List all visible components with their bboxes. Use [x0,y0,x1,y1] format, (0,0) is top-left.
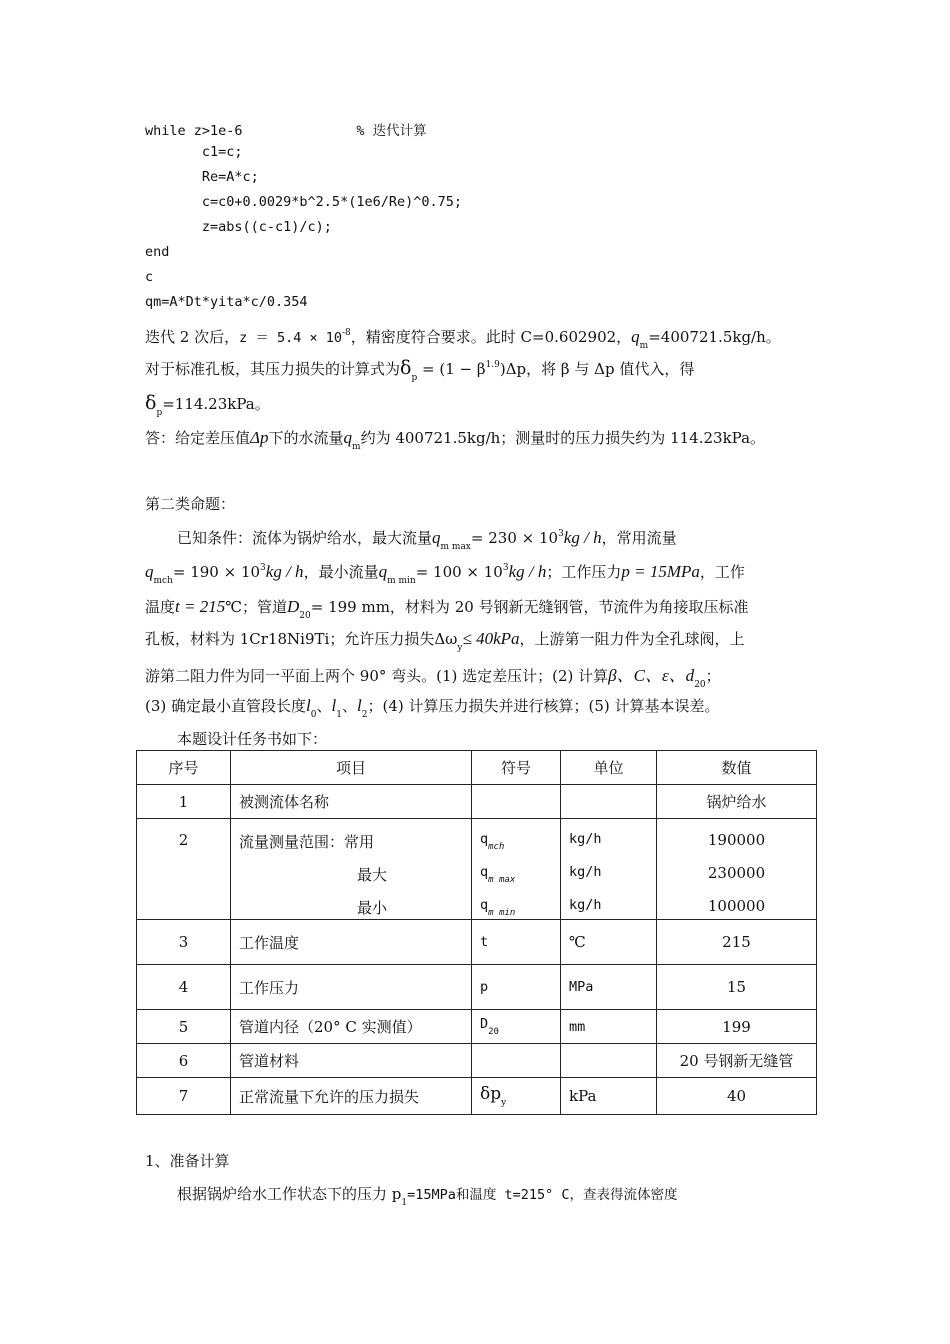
code-line: Re=A*c; [145,169,259,185]
pressure-loss-value: $\delta_p=114.23kPa$。 [145,392,270,418]
table-row: 4 工作压力 p MPa 15 [137,965,817,1010]
code-line: while z>1e-6 % 迭代计算 [145,123,427,139]
table-row: 2 流量测量范围：常用 最大 最小 $q_{mch}$ $q_{m max}$ $q_{m min}$ kg/h kg/h kg/h 190000 230000 100000 [137,819,817,920]
header-cell: 数值 [657,751,817,785]
problem-line: 已知条件：流体为锅炉给水，最大流量$q_{m max}= 230 \times 10^3kg / h$，常用流量 [177,528,677,552]
section-title: 1、准备计算 [145,1152,230,1170]
header-cell: 符号 [472,751,561,785]
body-line: 根据锅炉给水工作状态下的压力 $p_1=15MPa$和温度 t=215° C，查表得流体密度 [177,1185,678,1208]
problem-line: $q_{mch}= 190 \times 10^3kg / h$，最小流量$q_{m min}= 100 \times 10^3kg / h$；工作压力p = 15MPa，工作 [145,562,745,586]
table-row: 5 管道内径（20° C 实测值） $D_{20}$ mm 199 [137,1010,817,1044]
design-spec-table [136,750,817,1115]
table-caption: 本题设计任务书如下： [177,730,328,748]
table-row: 7 正常流量下允许的压力损失 $\delta p_y$ kPa 40 [137,1078,817,1115]
code-line: c1=c; [145,144,243,160]
code-line: c=c0+0.0029*b^2.5*(1e6/Re)^0.75; [145,194,462,210]
table-header-row [137,751,817,785]
table-row: 1 被测流体名称 锅炉给水 [137,785,817,819]
code-line: qm=A*Dt*yita*c/0.354 [145,294,308,310]
header-cell: 单位 [561,751,657,785]
pressure-loss-formula: 对于标准孔板，其压力损失的计算式为$\delta_p = (1 - \beta^{1.9})\Delta p$，将 β 与 Δp 值代入，得 [145,357,695,383]
problem-line: 游第二阻力件为同一平面上两个 90° 弯头。(1) 选定差压计；(2) 计算β、C、ε、$d_{20}$； [145,666,721,690]
problem-line: 孔板，材料为 1Cr18Ni9Ti；允许压力损失$\Delta\omega_y\le 40kPa$，上游第一阻力件为全孔球阀，上 [145,629,745,653]
table-row: 6 管道材料 20 号钢新无缝管 [137,1044,817,1078]
code-line: end [145,244,170,260]
header-cell: 序号 [137,751,231,785]
problem-line: 温度t = 215℃；管道$D_{20}= 199$ mm，材料为 20 号钢新无缝钢管，节流件为角接取压标准 [145,597,749,621]
code-line: z=abs((c-c1)/c); [145,219,332,235]
code-line: c [145,269,154,285]
problem-line: (3) 确定最小直管段长度$l_0$、$l_1$、$l_2$；(4) 计算压力损失并进行核算；(5) 计算基本误差。 [145,696,720,720]
section-heading: 第二类命题： [145,495,236,513]
table-row: 3 工作温度 t ℃ 215 [137,920,817,965]
iteration-result: 迭代 2 次后，$z = 5.4 \times 10^{-8}$，精密度符合要求。此时 C=0.602902，$q_m=400721.5kg/h$。 [145,327,781,351]
header-cell: 项目 [231,751,472,785]
answer-line: 答：给定差压值Δp下的水流量$q_m$约为 400721.5kg/h；测量时的压力损失约为 114.23kPa。 [145,428,766,452]
